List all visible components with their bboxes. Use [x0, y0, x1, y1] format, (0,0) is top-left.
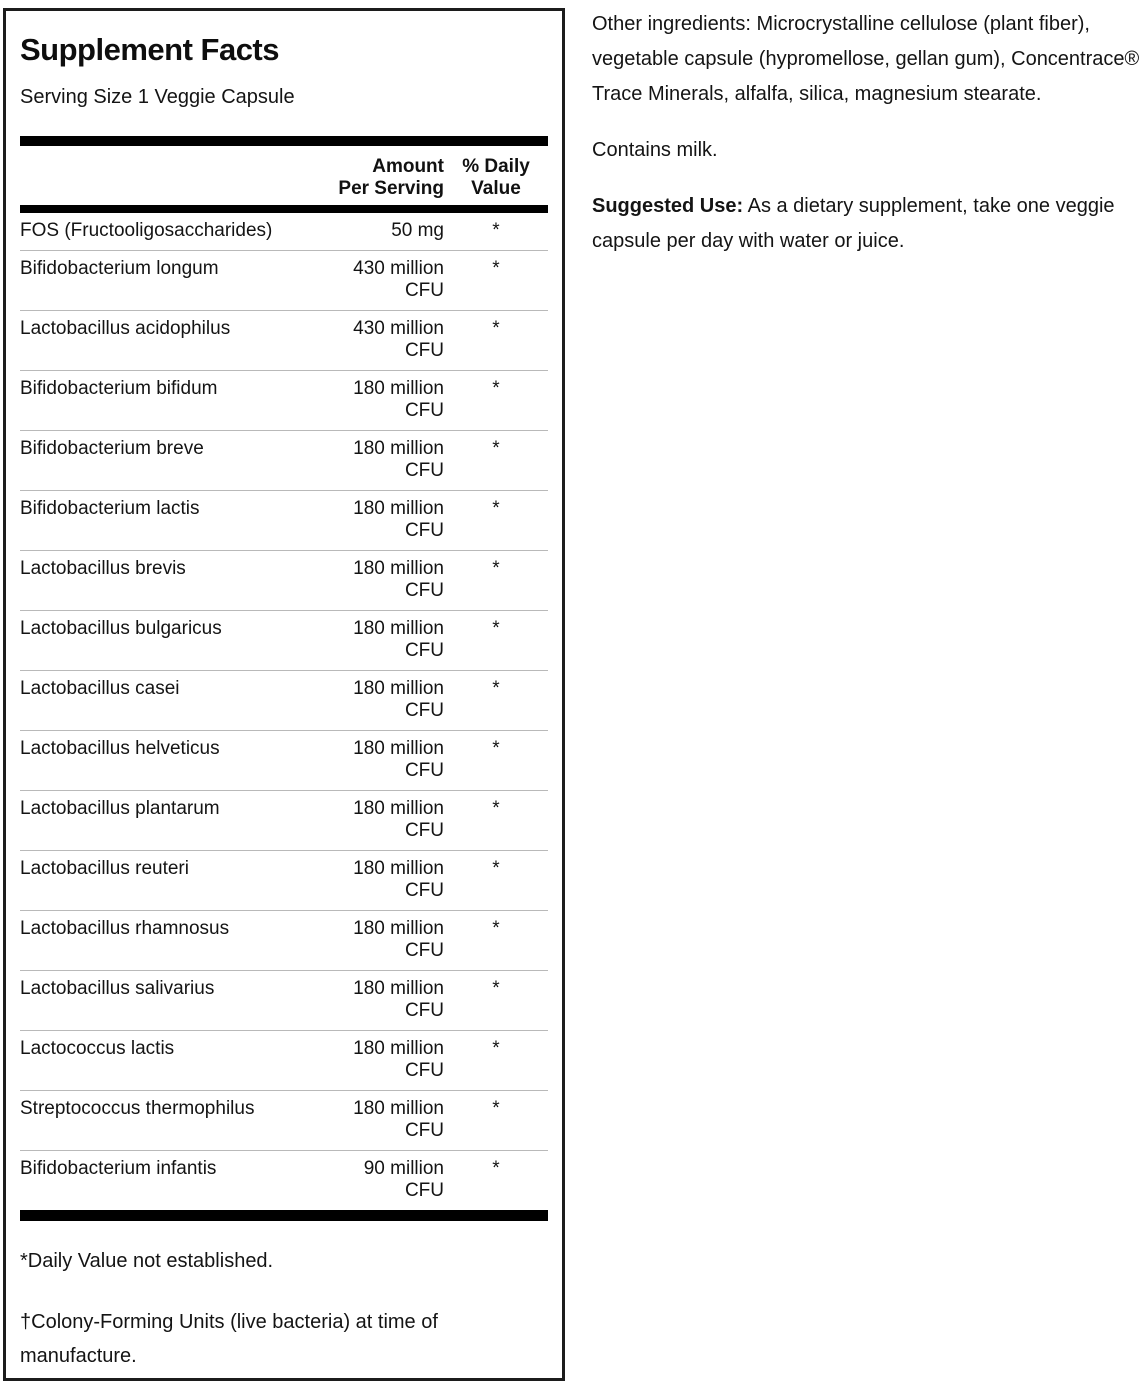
ingredient-name: Lactobacillus casei	[20, 678, 180, 699]
table-row	[20, 370, 548, 430]
ingredient-amount: 180 million CFU	[353, 1098, 444, 1141]
table-row	[20, 490, 548, 550]
side-text-column	[592, 7, 1145, 280]
panel-title: Supplement Facts	[20, 32, 279, 67]
ingredient-amount: 180 million CFU	[353, 978, 444, 1021]
table-row	[20, 430, 548, 490]
table-row	[20, 250, 548, 310]
ingredient-daily-value: *	[492, 318, 500, 339]
table-row	[20, 670, 548, 730]
ingredient-amount: 430 million CFU	[353, 318, 444, 361]
table-row	[20, 550, 548, 610]
ingredient-daily-value: *	[492, 498, 500, 519]
ingredient-amount: 430 million CFU	[353, 258, 444, 301]
ingredient-amount: 180 million CFU	[353, 618, 444, 661]
table-row	[20, 1030, 548, 1090]
ingredient-amount: 180 million CFU	[353, 378, 444, 421]
ingredient-amount: 180 million CFU	[353, 498, 444, 541]
ingredient-name: Lactobacillus reuteri	[20, 858, 189, 879]
suggested-use-text	[592, 189, 1145, 259]
ingredient-amount: 180 million CFU	[353, 1038, 444, 1081]
ingredient-amount: 180 million CFU	[353, 738, 444, 781]
ingredient-amount: 50 mg	[391, 220, 444, 241]
ingredient-daily-value: *	[492, 1158, 500, 1179]
ingredient-daily-value: *	[492, 1098, 500, 1119]
divider-bottom-thick	[20, 1210, 548, 1221]
ingredient-name: FOS (Fructooligosaccharides)	[20, 220, 273, 241]
footnote-cfu: †Colony-Forming Units (live bacteria) at time of manufacture.	[20, 1311, 438, 1367]
divider-header-thick	[20, 205, 548, 213]
ingredient-daily-value: *	[492, 858, 500, 879]
footnote-daily-value: *Daily Value not established.	[20, 1250, 274, 1272]
column-header-amount-per-serving: Amount Per Serving	[338, 156, 444, 199]
ingredient-daily-value: *	[492, 558, 500, 579]
ingredient-amount: 180 million CFU	[353, 798, 444, 841]
ingredient-daily-value: *	[492, 378, 500, 399]
ingredient-name: Lactococcus lactis	[20, 1038, 175, 1059]
ingredient-daily-value: *	[492, 618, 500, 639]
ingredient-daily-value: *	[492, 220, 500, 241]
contains-text: Contains milk.	[592, 139, 718, 161]
table-row	[20, 910, 548, 970]
ingredient-name: Lactobacillus salivarius	[20, 978, 215, 999]
other-ingredients-text: Other ingredients: Microcrystalline cellulose (plant fiber), vegetable capsule (hypromellose, gellan gum), Concentrace® Trace Minerals, alfalfa, silica, magnesium stearate.	[592, 13, 1140, 105]
suggested-use-body: As a dietary supplement, take one veggie capsule per day with water or juice.	[592, 195, 1115, 252]
table-row	[20, 850, 548, 910]
ingredient-amount: 180 million CFU	[353, 678, 444, 721]
ingredient-name: Lactobacillus helveticus	[20, 738, 220, 759]
ingredient-amount: 180 million CFU	[353, 558, 444, 601]
table-row	[20, 310, 548, 370]
ingredient-amount: 180 million CFU	[353, 438, 444, 481]
ingredient-daily-value: *	[492, 978, 500, 999]
serving-size: Serving Size 1 Veggie Capsule	[20, 86, 295, 108]
divider-top-thick	[20, 136, 548, 146]
ingredient-table	[20, 213, 548, 1210]
ingredient-daily-value: *	[492, 918, 500, 939]
table-row	[20, 213, 548, 250]
table-row	[20, 970, 548, 1030]
ingredient-name: Lactobacillus brevis	[20, 558, 186, 579]
ingredient-amount: 180 million CFU	[353, 858, 444, 901]
table-row	[20, 1150, 548, 1210]
table-header	[20, 146, 548, 205]
ingredient-name: Lactobacillus rhamnosus	[20, 918, 230, 939]
ingredient-amount: 180 million CFU	[353, 918, 444, 961]
ingredient-name: Lactobacillus bulgaricus	[20, 618, 222, 639]
ingredient-name: Bifidobacterium longum	[20, 258, 219, 279]
ingredient-name: Bifidobacterium infantis	[20, 1158, 217, 1179]
table-row	[20, 1090, 548, 1150]
ingredient-daily-value: *	[492, 438, 500, 459]
ingredient-name: Bifidobacterium breve	[20, 438, 204, 459]
table-row	[20, 790, 548, 850]
ingredient-daily-value: *	[492, 798, 500, 819]
ingredient-daily-value: *	[492, 258, 500, 279]
suggested-use-label: Suggested Use:	[592, 195, 744, 217]
table-row	[20, 730, 548, 790]
ingredient-name: Bifidobacterium bifidum	[20, 378, 218, 399]
ingredient-name: Bifidobacterium lactis	[20, 498, 200, 519]
ingredient-name: Lactobacillus acidophilus	[20, 318, 231, 339]
table-row	[20, 610, 548, 670]
supplement-facts-panel	[3, 8, 565, 1381]
ingredient-daily-value: *	[492, 1038, 500, 1059]
ingredient-amount: 90 million CFU	[363, 1158, 444, 1201]
ingredient-daily-value: *	[492, 738, 500, 759]
ingredient-name: Streptococcus thermophilus	[20, 1098, 255, 1119]
column-header-daily-value: % Daily Value	[462, 156, 530, 199]
ingredient-name: Lactobacillus plantarum	[20, 798, 220, 819]
ingredient-daily-value: *	[492, 678, 500, 699]
